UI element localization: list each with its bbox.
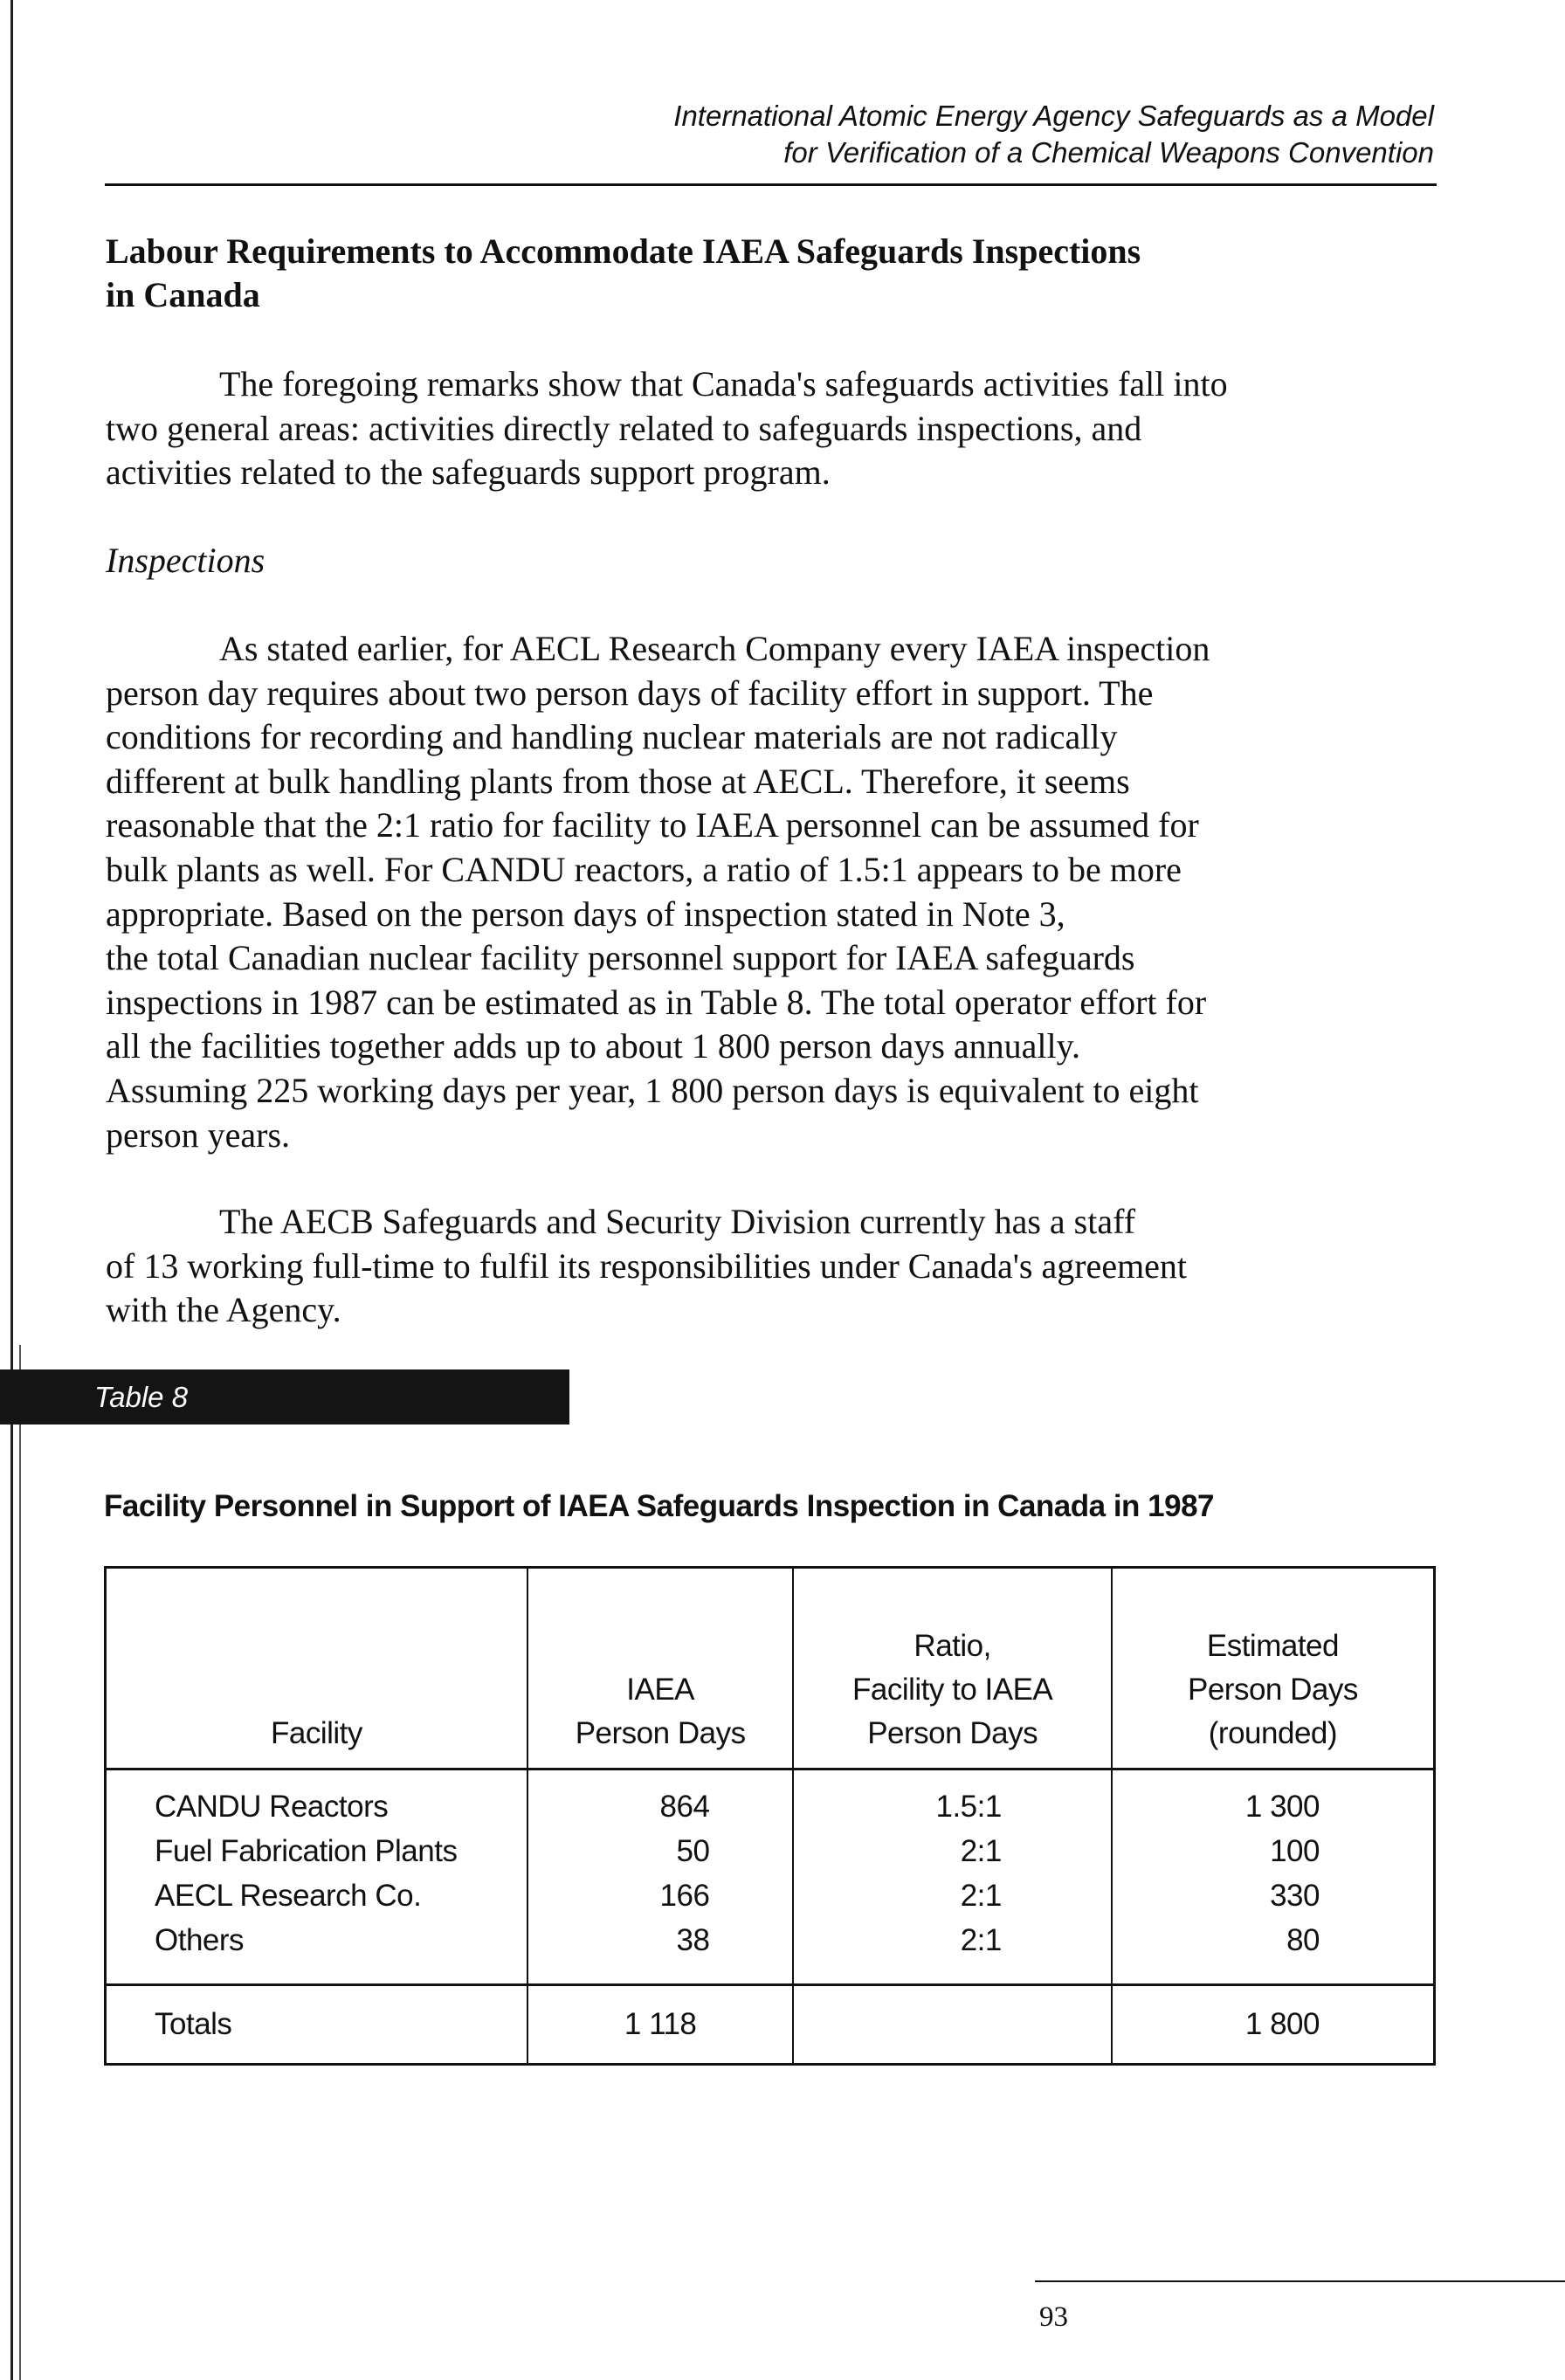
table-cell: 2:1 [960, 1879, 1002, 1913]
totals-ratio [793, 1985, 1111, 2065]
estimated-column [1112, 1769, 1435, 1985]
table-cell: 100 [1270, 1834, 1320, 1868]
paragraph-line: The AECB Safeguards and Security Division currently has a staff [219, 1202, 1136, 1241]
table-cell: CANDU Reactors [155, 1790, 389, 1824]
left-margin-rule [10, 0, 13, 2380]
table-body-row [106, 1769, 1435, 1985]
table-cell: 1.5:1 [935, 1790, 1002, 1824]
running-header-line2: for Verification of a Chemical Weapons Convention [783, 136, 1434, 169]
paragraph-line: with the Agency. [106, 1290, 341, 1330]
running-header-line1: International Atomic Energy Agency Safeguards as a Model [673, 100, 1434, 132]
paragraph-line: the total Canadian nuclear facility personnel support for IAEA safeguards [106, 938, 1135, 978]
paragraph-line: As stated earlier, for AECL Research Company every IAEA inspection [219, 629, 1210, 668]
table-cell: 80 [1286, 1923, 1320, 1957]
header-ratio: Ratio, Facility to IAEA Person Days [793, 1568, 1111, 1769]
table-cell: 330 [1270, 1879, 1320, 1913]
table-cell: 38 [676, 1923, 710, 1957]
header-iaea-person-days: IAEA Person Days [527, 1568, 794, 1769]
running-header [561, 98, 1434, 171]
table-header-row [106, 1568, 1435, 1769]
paragraph-intro [106, 362, 1437, 495]
table-cell: Others [155, 1923, 245, 1957]
section-heading-line2: in Canada [106, 275, 260, 314]
paragraph-line: person years. [106, 1114, 291, 1155]
paragraph-line: appropriate. Based on the person days of inspection stated in Note 3, [106, 893, 1065, 934]
paragraph-line: conditions for recording and handling nuclear materials are not radically [106, 717, 1118, 757]
table-cell: AECL Research Co. [155, 1879, 422, 1913]
paragraph-line: of 13 working full-time to fulfil its responsibilities under Canada's agreement [106, 1245, 1188, 1286]
header-rule [105, 183, 1437, 186]
totals-iaea: 1 118 [527, 1985, 794, 2065]
totals-estimated: 1 800 [1112, 1985, 1435, 2065]
paragraph-aecb [106, 1200, 1437, 1333]
section-heading-line1: Labour Requirements to Accommodate IAEA Safeguards Inspections [106, 231, 1141, 271]
paragraph-line: activities related to the safeguards support program. [106, 452, 831, 493]
paragraph-line: two general areas: activities directly related to safeguards inspections, and [106, 408, 1142, 448]
table-cell: 50 [676, 1834, 710, 1868]
paragraph-line: bulk plants as well. For CANDU reactors, a ratio of 1.5:1 appears to be more [106, 849, 1182, 889]
table-totals-row [106, 1985, 1435, 2065]
footer-rule [1035, 2280, 1565, 2282]
subheading-inspections: Inspections [106, 541, 265, 580]
paragraph-line: The foregoing remarks show that Canada's safeguards activities fall into [219, 364, 1228, 404]
paragraph-line: reasonable that the 2:1 ratio for facility to IAEA personnel can be assumed for [106, 805, 1199, 845]
paragraph-line: person day requires about two person days of facility effort in support. The [106, 673, 1154, 713]
facility-personnel-table [104, 1566, 1436, 2066]
iaea-column [527, 1769, 794, 1985]
paragraph-line: inspections in 1987 can be estimated as in Table 8. The total operator effort for [106, 982, 1207, 1022]
header-facility: Facility [106, 1568, 527, 1769]
page-number: 93 [1039, 2301, 1068, 2333]
section-heading [106, 230, 1328, 317]
table-cell: 2:1 [960, 1834, 1002, 1868]
table-cell: 1 300 [1244, 1790, 1320, 1824]
left-margin-rule-inner [19, 1345, 21, 2380]
table-cell: 166 [659, 1879, 710, 1913]
table-title: Facility Personnel in Support of IAEA Safeguards Inspection in Canada in 1987 [104, 1489, 1215, 1523]
table-tag: Table 8 [0, 1369, 569, 1425]
paragraph-line: Assuming 225 working days per year, 1 800 person days is equivalent to eight [106, 1070, 1199, 1110]
facility-column [106, 1769, 527, 1985]
table-cell: 864 [659, 1790, 710, 1824]
totals-label: Totals [106, 1985, 527, 2065]
table-cell: Fuel Fabrication Plants [155, 1834, 458, 1868]
ratio-column [793, 1769, 1111, 1985]
paragraph-line: all the facilities together adds up to about 1 800 person days annually. [106, 1026, 1081, 1066]
paragraph-inspections [106, 627, 1437, 1157]
header-estimated-person-days: Estimated Person Days (rounded) [1112, 1568, 1435, 1769]
table-cell: 2:1 [960, 1923, 1002, 1957]
paragraph-line: different at bulk handling plants from those at AECL. Therefore, it seems [106, 761, 1130, 801]
